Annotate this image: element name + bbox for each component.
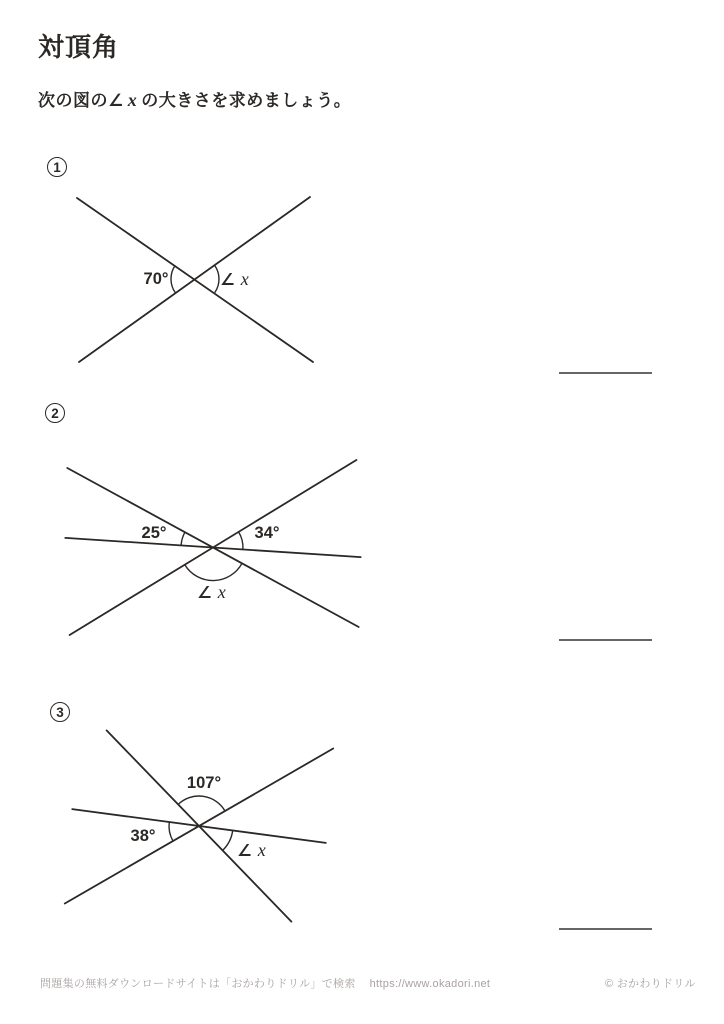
p1-angle-label-70: 70° (143, 270, 169, 288)
p3-line-3 (72, 809, 326, 843)
problem-2-number (45, 403, 65, 423)
problem-3-diagram (50, 700, 380, 935)
p1-angle-x-label (220, 269, 249, 289)
p3-arc-top (178, 796, 225, 811)
p2-angle-label-34: 34° (254, 524, 280, 542)
p1-arc-right (215, 265, 219, 293)
instruction-prefix: 次の図の∠ (38, 91, 124, 110)
p2-angle-x-var: x (217, 582, 226, 602)
footer-site-text: 問題集の無料ダウンロードサイトは「おかわりドリル」で検索 (40, 978, 356, 990)
answer-line-2 (559, 639, 652, 641)
p3-angle-label-38: 38° (130, 827, 156, 845)
p1-line-2 (79, 197, 310, 362)
problem-2-diagram (55, 440, 375, 655)
p3-arc-bottom-right (223, 831, 233, 851)
answer-line-1 (559, 372, 652, 374)
p2-line-3 (65, 538, 360, 557)
problem-3-number-text: 3 (56, 704, 64, 720)
p3-angle-x-var: x (257, 840, 266, 860)
instruction-text (38, 86, 351, 111)
p1-angle-symbol: ∠ (220, 271, 235, 289)
problem-2-number-text: 2 (51, 405, 59, 421)
problem-1-diagram (60, 180, 380, 380)
p2-angle-symbol: ∠ (197, 584, 212, 602)
p2-angle-label-25: 25° (141, 524, 167, 542)
footer-text (40, 975, 490, 991)
p3-angle-x-label (237, 840, 266, 860)
p2-arc-left (181, 532, 185, 545)
p2-arc-bottom (185, 563, 242, 580)
copyright-text: © おかわりドリル (605, 978, 696, 990)
p1-angle-x-var: x (240, 269, 249, 289)
instruction-variable-x: x (127, 90, 138, 110)
p3-angle-symbol: ∠ (237, 842, 252, 860)
instruction-suffix: の大きさを求めましょう。 (141, 91, 352, 110)
p3-angle-label-107: 107° (186, 774, 222, 792)
problem-1-number-text: 1 (53, 159, 61, 175)
footer-url: https://www.okadori.net (369, 978, 491, 990)
p2-arc-right (239, 532, 243, 550)
answer-line-3 (559, 928, 652, 930)
p1-arc-left (171, 265, 176, 293)
p2-angle-x-label (197, 582, 226, 602)
page-title: 対頂角 (38, 32, 120, 62)
p3-arc-left (169, 822, 173, 841)
problem-1-number (47, 157, 67, 177)
